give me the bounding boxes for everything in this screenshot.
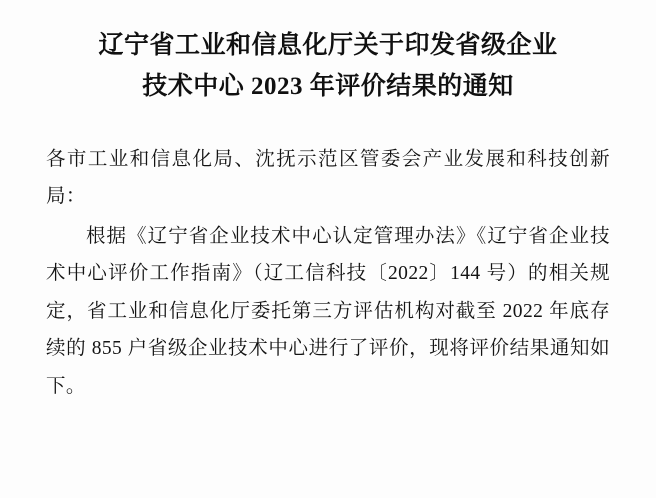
page-title-line-1: 辽宁省工业和信息化厅关于印发省级企业 [98,32,558,59]
recipient-paragraph: 各市工业和信息化局、沈抚示范区管委会产业发展和科技创新局： [46,149,610,208]
page-title-line-2: 技术中心 2023 年评价结果的通知 [142,72,514,100]
page-title [52,26,604,107]
document-body [46,141,610,405]
main-body-paragraph: 根据《辽宁省企业技术中心认定管理办法》《辽宁省企业技术中心评价工作指南》（辽工信科技〔2022〕144 号）的相关规定，省工业和信息化厅委托第三方评估机构对截至 2022 年底存续的 855 户省级企业技术中心进行了评价，现将评价结果通知如下。 [46,225,610,397]
